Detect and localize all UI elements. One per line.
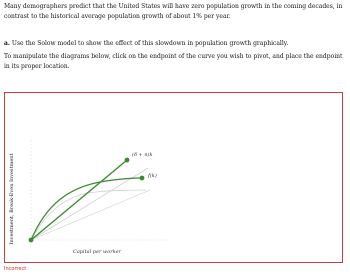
intro-paragraph: Many demographers predict that the United States will have zero population growth in the coming decades, in contrast to the historical average population growth of about 1% per year. [4,3,343,20]
break-even-line [31,160,127,240]
production-curve-label: f(k) [148,173,157,179]
production-curve [31,178,142,240]
x-axis-label: Capital per worker [73,249,121,255]
question-part-label: a. [4,40,10,47]
break-even-line-endpoint-handle[interactable] [125,158,130,163]
feedback-status: Incorrect [4,266,27,272]
question-text: Use the Solow model to show the effect of this slowdown in population growth graphically. [11,40,289,47]
instruction-text: To manipulate the diagrams below, click on the endpoint of the curve you wish to pivot, and place the endpoint in its proper location. [4,53,343,70]
origin-point [29,238,34,243]
break-even-line-label: (δ + n)k [132,152,153,158]
production-curve-endpoint-handle[interactable] [140,176,145,181]
